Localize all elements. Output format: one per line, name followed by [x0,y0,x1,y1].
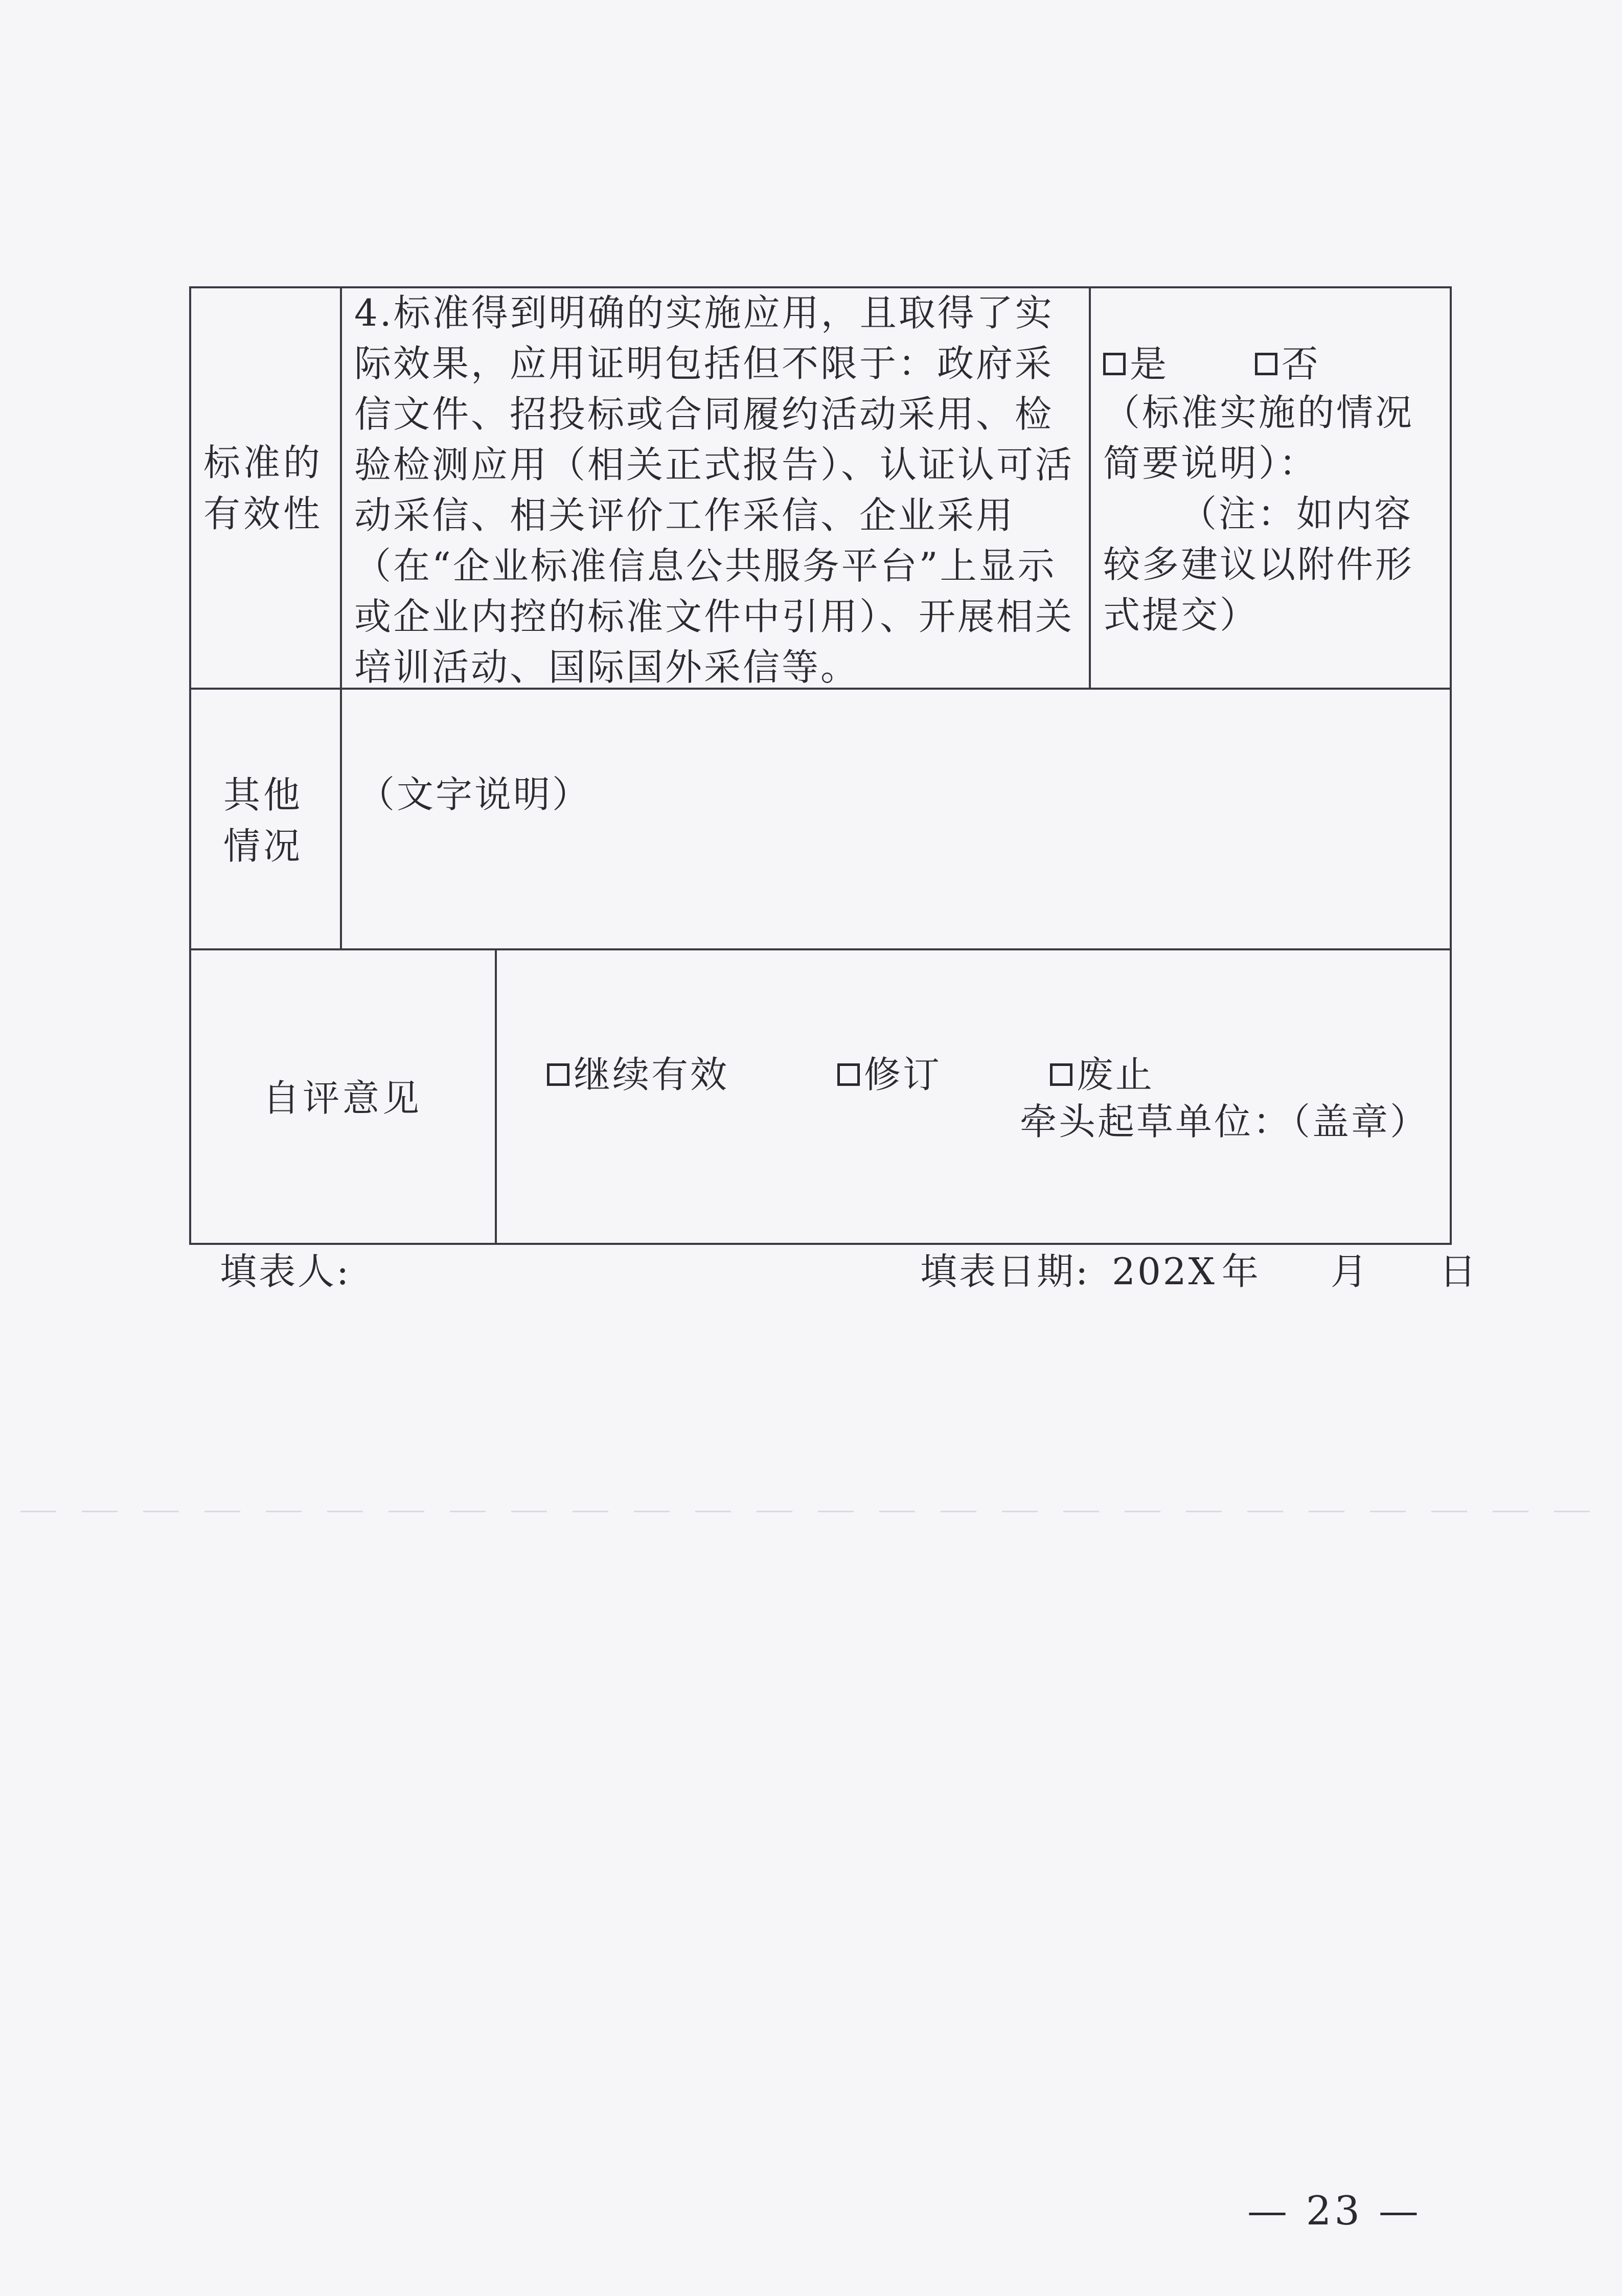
option-no[interactable]: 否 [1255,339,1318,390]
date-year: 202X [1112,1250,1217,1293]
other-label: 其他情况 [223,774,303,868]
option-revise[interactable]: 修订 [837,1050,942,1100]
month-unit: 月 [1330,1250,1369,1293]
option-abolish[interactable]: 废止 [1050,1050,1154,1100]
checkbox-icon[interactable] [1103,353,1126,375]
implementation-note: （标准实施的情况简要说明）： [1103,391,1414,485]
other-text[interactable]: （文字说明） [358,773,591,816]
self-eval-label: 自评意见 [262,1077,422,1120]
self-eval-options [547,1048,1154,1100]
checkbox-icon[interactable] [1050,1063,1072,1086]
filler-label: 填表人: [220,1250,351,1293]
stamp-line: 牵头起草单位：（盖章） [1020,1100,1429,1143]
effectiveness-options [1103,337,1441,390]
scan-artifact [20,1511,1602,1512]
checkbox-icon[interactable] [547,1063,569,1086]
day-unit: 日 [1439,1250,1478,1293]
effectiveness-description: 4.标准得到明确的实施应用，且取得了实际效果，应用证明包括但不限于：政府采信文件、招投标或合同履约活动采用、检验检测应用（相关正式报告）、认证认可活动采信、相关评价工作采信、企业采用（在“企业标准信息公共服务平台”上显示或企业内控的标准文件中引用）、开展相关培训活动、国际国外采信等。 [354,291,1075,689]
checkbox-icon[interactable] [1255,353,1277,375]
date-label: 填表日期: [920,1250,1090,1293]
year-unit: 年 [1221,1250,1261,1293]
option-continue[interactable]: 继续有效 [547,1050,729,1100]
fill-date [920,1246,1478,1297]
checkbox-icon[interactable] [837,1063,860,1086]
page-number: — 23 — [1247,2188,1422,2234]
option-yes[interactable]: 是 [1103,339,1167,390]
effectiveness-label: 标准的有效性 [203,441,323,535]
attachment-note: （注：如内容较多建议以附件形式提交） [1103,492,1414,636]
